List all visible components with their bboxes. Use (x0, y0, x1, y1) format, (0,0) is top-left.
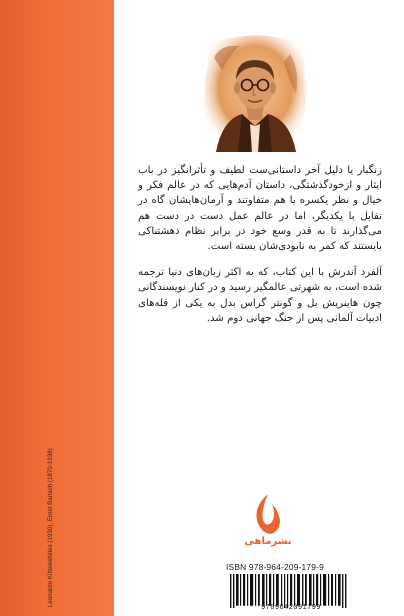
blurb-paragraph: زنگبار یا دلیل آخر داستانی‌ست لطیف و تأثرانگیز در باب ایثار و ازخودگذشتگی، داستان آدم‌هایی که در عالم فکر و خیال و نظر یکسره با هم متفاوتند و آرمان‌هایشان گاه در تقابل با یکدیگر، اما در عالم عمل دست در دست هم می‌گذارند تا به قدر وسع خود در برابر نظام دهشتناکی بایستند که کمر به نابودی‌شان بسته است. (138, 165, 382, 253)
publisher-name: نشرماهی (244, 536, 292, 547)
back-cover-blurb (138, 163, 382, 337)
isbn-label: ISBN 978-964-209-179-9 (226, 562, 324, 572)
barcode-icon (226, 574, 356, 608)
image-credit-caption: Leonardo Kitteleshilles (1930), Ernst Barlach (1870-1938) (48, 448, 54, 607)
spine-band (0, 0, 114, 616)
barcode-digits: 9789642091799 (261, 604, 321, 612)
blurb-paragraph: آلفرد آندرش با این کتاب، که به اکثر زبان‌های دنیا ترجمه شده است، به شهرتی عالمگیر رسید و در کنار نویسندگانی چون هاینریش بل و گونتر گراس بدل به یکی از قله‌های ادبیات آلمانی پس از جنگ جهانی دوم شد. (138, 267, 382, 324)
author-portrait-icon (200, 34, 310, 154)
